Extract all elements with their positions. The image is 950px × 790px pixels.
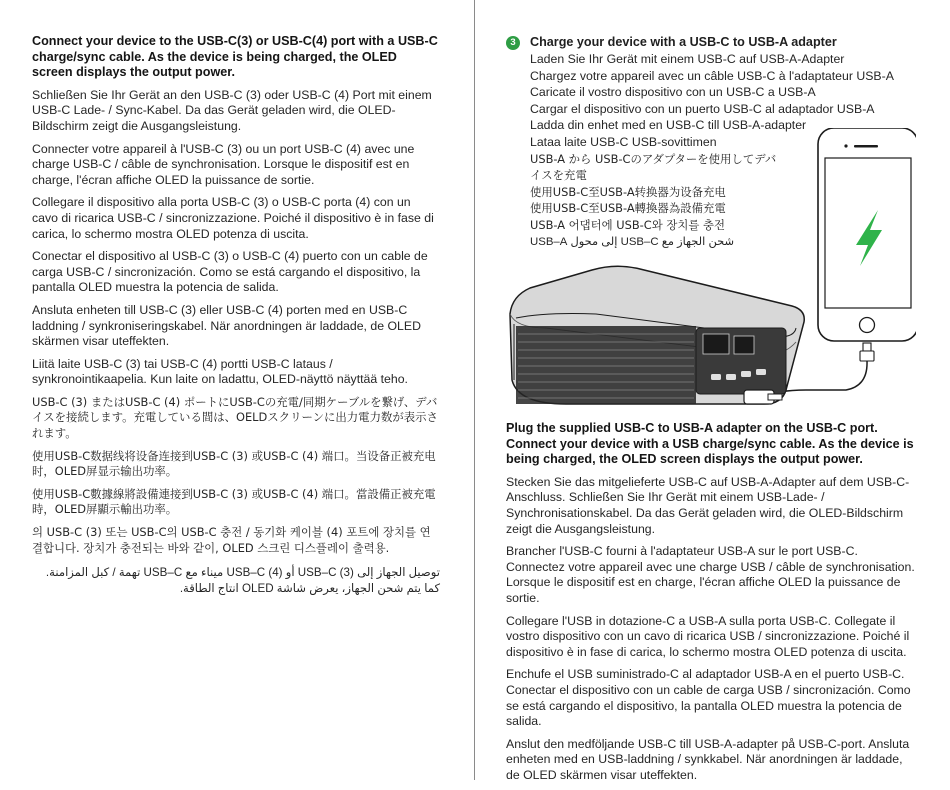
power-bank-icon [510,266,804,404]
right-para-de: Stecken Sie das mitgelieferte USB-C auf USB-A-Adapter auf dem USB-C-Anschluss. Schließen Sie Ihr Gerät mit einem USB-Lade- / Synchronisationskabel. Da das Gerät geladen wird, die OLED-Bildschirm zeigt die Ausgangsleistung. [506,474,910,536]
step-line-zh-hans: 使用USB-C至USB-A转换器为设备充电 [530,184,726,199]
left-para-ar: توصيل الجهاز إلى USB–C (3) أو USB–C (4) ميناء مع USB–C تهمة / كبل المزامنة. كما يتم شحن الجهاز، يعرض شاشة OLED انتاج الطاقة. [45,566,440,595]
step-line-ja-1: USB-A から USB-Cのアダプターを使用してデバ [530,151,777,166]
step-title: Charge your device with a USB-C to USB-A adapter [530,35,837,49]
left-para-fr: Connecter votre appareil à l'USB-C (3) ou un port USB-C (4) avec une charge USB-C / câble de synchronisation. Lorsque le dispositif est en charge, l'écran affiche OLED la puissance de sortie. [32,141,415,187]
step-line-it: Caricate il vostro dispositivo con un USB-C a USB-A [530,85,816,100]
left-para-zh-hant: 使用USB-C數據線將設備連接到USB-C (3) 或USB-C (4) 端口。當設備正被充電時，OLED屏顯示輸出功率。 [32,486,436,517]
left-para-ko: 의 USB-C (3) 또는 USB-C의 USB-C 충전 / 동기화 케이블 (4) 포트에 장치를 연결합니다. 장치가 충전되는 바와 같이, OLED 스크린 디스플레이 출력용. [32,525,431,555]
left-para-es: Conectar el dispositivo al USB-C (3) o USB-C (4) puerto con un cable de carga USB-C / sincronización. Como se está cargando el dispositivo, la pantalla OLED muestra la potencia de salida. [32,249,428,295]
step-line-fr: Chargez votre appareil avec un câble USB-C à l'adaptateur USB-A [530,68,894,83]
left-para-sv: Ansluta enheten till USB-C (3) eller USB-C (4) porten med en USB-C laddning / synkroniseringskabel. När anordningen är laddade, de OLED skärmen visar uteffekten. [32,302,421,349]
left-para-ja: USB-C (3) またはUSB-C (4) ポートにUSB-Cの充電/同期ケーブルを繋げ、デバイスを接続します。充電している間は、OELDスクリーンに出力電力数が表示されます。 [32,394,438,441]
step-line-ar: شحن الجهاز مع USB–C إلى محول USB–A [530,235,735,248]
step-line-sv: Ladda din enhet med en USB-C till USB-A-adapter [530,118,807,133]
charging-illustration [506,128,916,418]
left-para-de: Schließen Sie Ihr Gerät an den USB-C (3) oder USB-C (4) Port mit einem USB-C Lade- / Sync-Kabel. Da das Gerät geladen wird, die OLED-Bildschirm zeigt die Ausgangsleistung. [32,87,432,133]
page-divider [474,0,475,780]
right-heading: Plug the supplied USB-C to USB-A adapter on the USB-C port. Connect your device with a USB charge/sync cable. As the device is being charged, the OLED screen displays the output power. [506,421,914,467]
step-line-es: Cargar el dispositivo con un puerto USB-C al adaptador USB-A [530,101,875,116]
step-line-ja-2: イスを充電 [530,168,587,183]
right-para-sv: Anslut den medföljande USB-C till USB-A-adapter på USB-C-port. Ansluta enheten med en USB-laddning / synkkabel. När anordningen är laddade, de OLED skärmen visar uteffekten. [506,736,910,782]
right-para-it: Collegare l'USB in dotazione-C a USB-A sulla porta USB-C. Collegate il vostro dispositivo con un cavo di ricarica USB / sincronizzazione. Poiché il dispositivo è in fase di carica, lo schermo mostra OLED potenza di uscita. [506,613,910,659]
step-line-de: Laden Sie Ihr Gerät mit einem USB-C auf USB-A-Adapter [530,52,845,66]
left-para-it: Collegare il dispositivo alla porta USB-C (3) o USB-C porta (4) con un cavo di ricarica USB-C / sincronizzazione. Poiché il dispositivo è in fase di carica, lo schermo mostra OLED potenza di uscita. [32,195,434,241]
right-para-es: Enchufe el USB suministrado-C al adaptador USB-A en el puerto USB-C. Conectar el dispositivo con un cable de carga USB / sincronización. Como se está cargando el dispositivo, la pantalla OLED muestra la potencia de salida. [506,667,911,729]
right-para-fr: Brancher l'USB-C fourni à l'adaptateur USB-A sur le port USB-C. Connectez votre appareil avec une charge USB / câble de synchronisation. Lorsque le dispositif est en charge, l'écran affiche OLED la puissance de sortie. [506,544,915,605]
step-line-fi: Lataa laite USB-C USB-sovittimen [530,134,717,149]
left-column [32,34,440,603]
left-para-fi: Liitä laite USB-C (3) tai USB-C (4) portti USB-C lataus / synkronointikaapelia. Kun laite on ladattu, OLED-näyttö näyttää teho. [32,356,408,387]
step-number-badge: 3 [506,36,520,50]
left-para-zh-hans: 使用USB-C数据线将设备连接到USB-C (3) 或USB-C (4) 端口。当设备正被充电时，OLED屏显示输出功率。 [32,448,436,479]
right-column [506,421,918,790]
step-line-ko: USB-A 어댑터에 USB-C와 장치를 충전 [530,217,725,232]
step-line-zh-hant: 使用USB-C至USB-A轉換器為設備充電 [530,201,726,216]
left-heading: Connect your device to the USB-C(3) or USB-C(4) port with a USB-C charge/sync cable. As the device is being charged, the OLED screen displays the output power. [32,34,438,80]
